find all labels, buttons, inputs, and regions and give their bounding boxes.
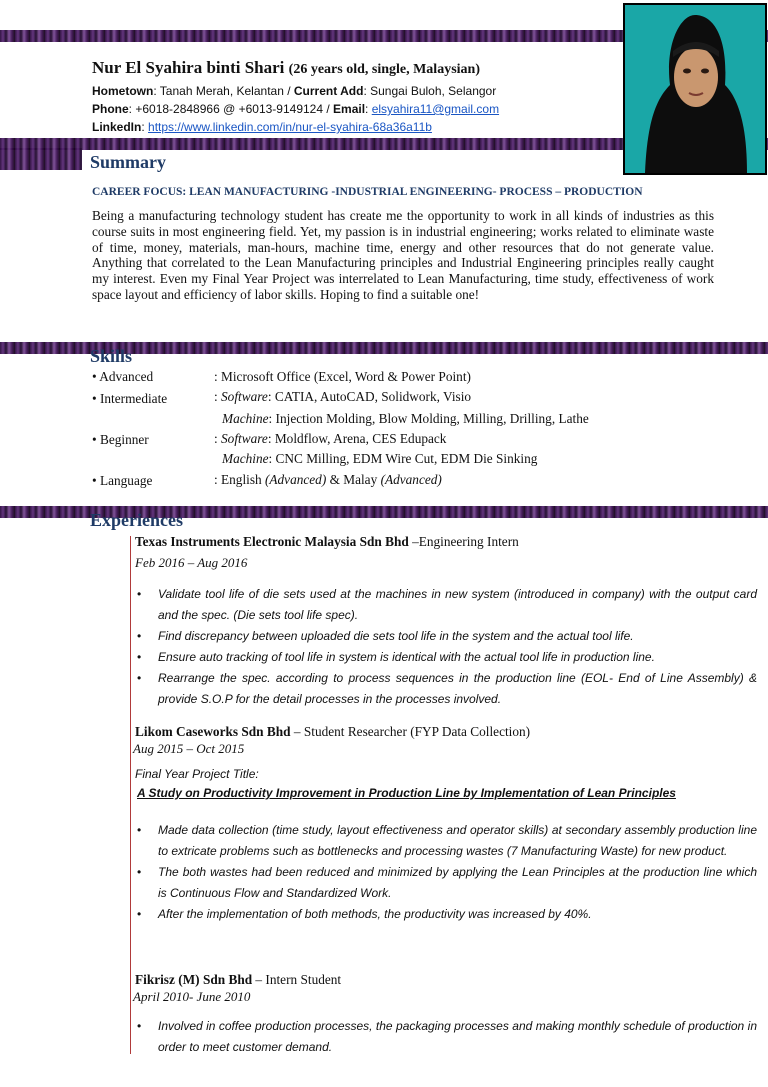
email-link[interactable]: elsyahira11@gmail.com: [371, 102, 500, 116]
job2-company: Likom Caseworks Sdn Bhd: [135, 724, 291, 739]
job1-date: Feb 2016 – Aug 2016: [135, 555, 248, 570]
bullet-dot: •: [137, 865, 142, 879]
job1-bullet-text: Find discrepancy between uploaded die sets tool life in the system and the actual tool life.: [158, 629, 634, 643]
bullet-dot: •: [137, 629, 142, 643]
bullet-dot: •: [137, 1019, 142, 1033]
job3-title: [135, 972, 341, 988]
skill-advanced-label: [92, 369, 153, 385]
skill-intermediate-software: : Software: CATIA, AutoCAD, Solidwork, Visio: [214, 389, 472, 404]
contact-line: [92, 101, 499, 118]
beginner-software-value: : Moldflow, Arena, CES Edupack: [267, 431, 447, 446]
english-level: (Advanced): [264, 472, 327, 487]
language-mid: & Malay: [326, 472, 381, 487]
summary-decorative-band: [0, 148, 82, 170]
profile-photo: [623, 3, 767, 175]
job1-bullet-text: Ensure auto tracking of tool life in system is identical with the actual tool life in production line.: [158, 650, 655, 664]
malay-level: (Advanced): [380, 472, 442, 487]
skill-bullet: •: [92, 391, 97, 406]
job2-date: Aug 2015 – Oct 2015: [133, 741, 245, 756]
language-prefix: : English: [214, 472, 265, 487]
job1-role: –Engineering Intern: [408, 534, 519, 549]
job3-role: – Intern Student: [252, 972, 342, 987]
intermediate-machine-value: : Injection Molding, Blow Molding, Milling, Drilling, Lathe: [268, 411, 589, 426]
linkedin-link[interactable]: https://www.linkedin.com/in/nur-el-syahira-68a36a11b: [148, 120, 432, 134]
phone-value: : +6018-2848966 @ +6013-9149124 /: [128, 102, 334, 116]
skill-language-label: [92, 473, 152, 489]
bullet-dot: •: [137, 907, 142, 921]
skill-level-advanced: Advanced: [99, 369, 154, 384]
bullet-dot: •: [137, 650, 142, 664]
skill-bullet: •: [92, 369, 97, 384]
hometown-value: : Tanah Merah, Kelantan /: [153, 84, 294, 98]
list-item: [135, 820, 757, 862]
address-line: [92, 83, 496, 100]
job1-company: Texas Instruments Electronic Malaysia Sdn Bhd: [135, 534, 409, 549]
bullet-dot: •: [137, 823, 142, 837]
career-focus: CAREER FOCUS: LEAN MANUFACTURING -INDUSTRIAL ENGINEERING- PROCESS – PRODUCTION: [92, 186, 643, 198]
current-add-label: Current Add: [293, 84, 364, 98]
summary-heading: Summary: [90, 152, 166, 172]
software-label: Software: [221, 431, 268, 446]
job3-company: Fikrisz (M) Sdn Bhd: [135, 972, 253, 987]
job3-bullet-text: Involved in coffee production processes, the packaging processes and making monthly schedule of production in order to meet customer demand.: [158, 1019, 757, 1054]
fyp-title-text: A Study on Productivity Improvement in Production Line by Implementation of Lean Principles: [137, 786, 676, 800]
experience-timeline-line: [130, 536, 131, 1054]
job2-title: [135, 724, 530, 740]
job1-title: [135, 534, 519, 550]
list-item: [135, 862, 757, 904]
linkedin-line: [92, 119, 432, 136]
summary-text: Being a manufacturing technology student has create me the opportunity to work in all kinds of industries as this course suits in most engineering field. Yet, my passion is in industrial engineering; works related to eliminate waste of time, money, materials, man-hours, machine time, energy and other resources that do not generate value. Anything that correlated to the Lean Manufacturing principles and Industrial Engineering principles really caught my interest. Even my Final Year Project was interrelated to Lean Manufacturing, time study, effectiveness of work space layout and efficiency of labor skills. Hoping to find a suitable one!: [92, 208, 714, 302]
software-label: Software: [221, 389, 268, 404]
intermediate-software-value: : CATIA, AutoCAD, Solidwork, Visio: [267, 389, 472, 404]
list-item: [135, 626, 757, 647]
skill-level-intermediate: Intermediate: [99, 391, 168, 406]
job2-bullet-list: [135, 820, 757, 925]
machine-label: Machine: [222, 451, 269, 466]
fyp-label: Final Year Project Title:: [135, 767, 259, 781]
beginner-machine-value: : CNC Milling, EDM Wire Cut, EDM Die Sinking: [268, 451, 538, 466]
job3-bullet-list: [135, 1016, 757, 1058]
list-item: [135, 668, 757, 710]
skill-level-language: Language: [99, 473, 153, 488]
skills-heading: Skills: [90, 346, 133, 366]
linkedin-separator: :: [141, 120, 149, 134]
job2-role: – Student Researcher (FYP Data Collection): [290, 724, 531, 739]
job3-date: April 2010- June 2010: [133, 989, 251, 1004]
skill-level-beginner: Beginner: [99, 432, 149, 447]
skill-beginner-software: : Software: Moldflow, Arena, CES Edupack: [214, 431, 447, 446]
list-item: [135, 1016, 757, 1058]
skill-advanced-value: : Microsoft Office (Excel, Word & Power Point): [214, 369, 471, 384]
job1-bullet-list: [135, 584, 757, 710]
skill-bullet: •: [92, 432, 97, 447]
skill-language-value: [214, 472, 442, 488]
machine-label: Machine: [222, 411, 269, 426]
candidate-details: (26 years old, single, Malaysian): [288, 62, 480, 77]
job1-bullet-text: Rearrange the spec. according to process sequences in the production line (EOL- End of Line Assembly) & provide S.O.P for the detail processes in the processes involved.: [158, 671, 757, 706]
job2-bullet-text: Made data collection (time study, layout effectiveness and operator skills) at secondary assembly production line to extricate problems such as bottlenecks and processing wastes (7 Manufacturing Waste) for new product.: [158, 823, 757, 858]
job1-bullet-text: Validate tool life of die sets used at the machines in new system (introduced in company) with the output card and the spec. (Die sets tool life spec).: [158, 587, 757, 622]
fyp-title: [137, 786, 676, 800]
current-add-value: : Sungai Buloh, Selangor: [363, 84, 497, 98]
list-item: [135, 647, 757, 668]
linkedin-label: LinkedIn: [92, 120, 142, 134]
experiences-heading: Experiences: [90, 510, 183, 530]
bullet-dot: •: [137, 671, 142, 685]
list-item: [135, 584, 757, 626]
job2-bullet-text: The both wastes had been reduced and minimized by applying the Lean Principles at the production line which is Continuous Flow and Standardized Work.: [158, 865, 757, 900]
list-item: [135, 904, 757, 925]
skill-beginner-label: [92, 432, 149, 448]
candidate-name: Nur El Syahira binti Shari: [92, 58, 285, 77]
phone-label: Phone: [92, 102, 129, 116]
candidate-name-line: [92, 58, 480, 78]
skill-intermediate-label: [92, 391, 167, 407]
hometown-label: Hometown: [92, 84, 154, 98]
email-separator: :: [365, 102, 372, 116]
skill-bullet: •: [92, 473, 97, 488]
job2-bullet-text: After the implementation of both methods, the productivity was increased by 40%.: [158, 907, 592, 921]
skill-intermediate-machine: [222, 411, 589, 427]
profile-photo-image: [625, 5, 765, 173]
skill-beginner-machine: [222, 451, 537, 467]
email-label: Email: [333, 102, 366, 116]
bullet-dot: •: [137, 587, 142, 601]
